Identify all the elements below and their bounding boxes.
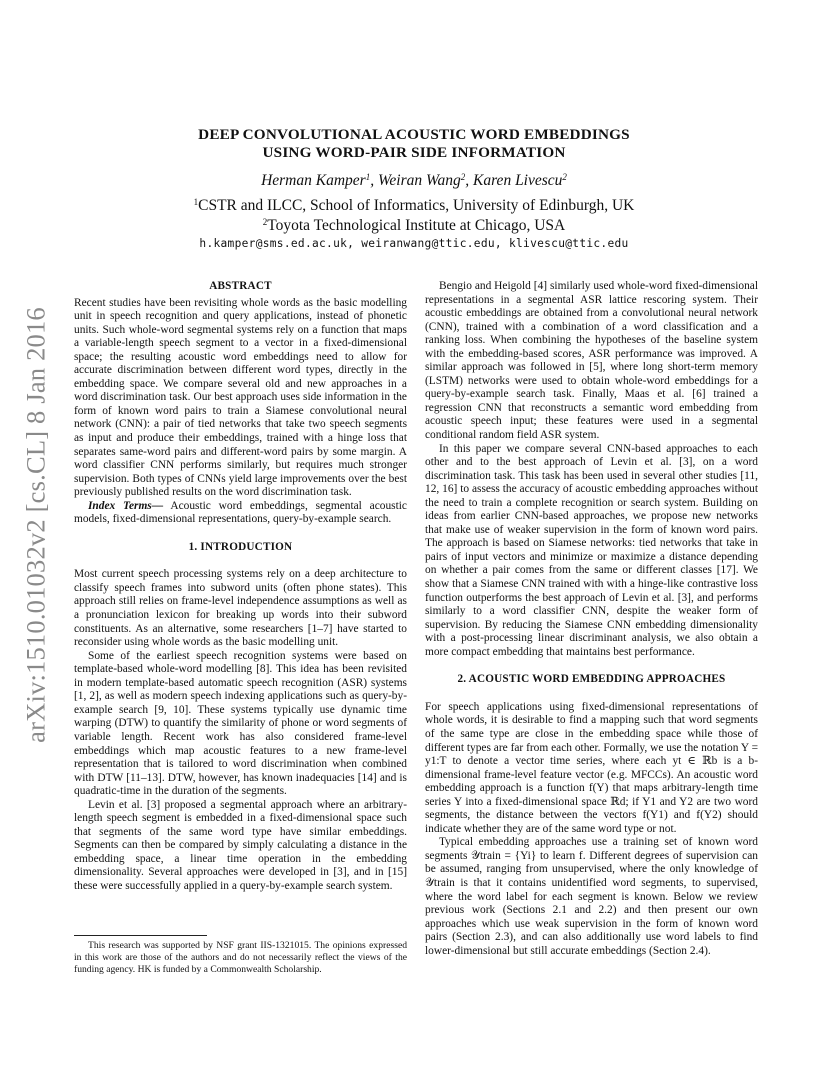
section2-paragraph-1: For speech applications using fixed-dimensional representations of whole words, it is desirable to find a mapping such that word segments of the same type are close in the embedding space while those of different types are far from each other. Formally, we use the notation Y = y1:T to denote a vector time series, where each yt ∈ ℝb is a b-dimensional frame-level feature vector (e.g. MFCCs). An acoustic word embedding approach is a function f(Y) that maps arbitrary-length time series Y into a fixed-dimensional space ℝd; if Y1 and Y2 are two word segments, the distance between the vectors f(Y1) and f(Y2) should indicate whether they are of the same word type or not. bbox=[425, 700, 758, 835]
author-affiliation-mark: 1 bbox=[365, 172, 371, 182]
author-name: Karen Livescu bbox=[473, 172, 563, 189]
abstract-heading: ABSTRACT bbox=[209, 280, 272, 292]
affiliation-mark: 1 bbox=[193, 197, 199, 207]
footnote: This research was supported by NSF grant IIS-1321015. The opinions expressed in this work are those of the authors and do not necessarily reflect the views of the funding agency. HK is funded by a Commonwealth Scholarship. bbox=[74, 940, 407, 975]
index-terms-label: Index Terms— bbox=[88, 499, 164, 512]
section-heading-introduction: 1. INTRODUCTION bbox=[188, 540, 293, 553]
arxiv-margin-stamp bbox=[14, 300, 58, 750]
footnote-rule bbox=[74, 935, 207, 936]
author-emails: h.kamper@sms.ed.ac.uk, weiranwang@ttic.edu, klivescu@ttic.edu bbox=[199, 237, 629, 250]
section-heading-approaches: 2. ACOUSTIC WORD EMBEDDING APPROACHES bbox=[457, 673, 726, 686]
index-terms bbox=[74, 500, 407, 527]
author-list bbox=[0, 172, 828, 190]
affiliation-mark: 2 bbox=[262, 217, 268, 227]
left-column bbox=[74, 280, 407, 894]
intro-paragraph-3: Levin et al. [3] proposed a segmental approach where an arbitrary-length speech segment is embedded in a fixed-dimensional space such that segments of the same word type have similar embeddings. Segments can then be compared by simply calculating a distance in the embedding space, a linear time operation in the embedding dimensionality. Several approaches were developed in [3], and in [15] these were successfully applied in a query-by-example search system. bbox=[74, 798, 407, 892]
arxiv-identifier: arXiv:1510.01032v2 [cs.CL] 8 Jan 2016 bbox=[20, 307, 51, 743]
author-name: Weiran Wang bbox=[377, 172, 461, 189]
intro-paragraph-4: Bengio and Heigold [4] similarly used whole-word fixed-dimensional representations in a segmental ASR lattice rescoring system. Their acoustic embeddings are obtained from a convolutional neural network (CNN), trained with a combination of a word classification and a ranking loss. When combining the hypotheses of the baseline system with the embedding-based scores, ASR performance was improved. A similar approach was followed in [5], where long short-term memory (LSTM) networks were used to obtain whole-word embeddings for a query-by-example search task. Finally, Maas et al. [6] trained a regression CNN that reconstructs a semantic word embedding from acoustic speech input; these features were used in a segmental conditional random field ASR system. bbox=[425, 280, 758, 442]
title-line-1: DEEP CONVOLUTIONAL ACOUSTIC WORD EMBEDDINGS bbox=[198, 126, 630, 143]
author-separator: , bbox=[465, 172, 474, 189]
section2-paragraph-2: Typical embedding approaches use a training set of known word segments 𝒴train = {Yi} to learn f. Different degrees of supervision can be assumed, ranging from unsupervised, where the only knowledge of 𝒴train is that it contains unidentified word segments, to supervised, where the word label for each segment is known. Below we review previous work (Sections 2.1 and 2.2) and then present our own approaches which use weak supervision in the form of known word pairs (Section 2.3), and can also additionally use word labels to find lower-dimensional but still accurate embeddings (Section 2.4). bbox=[425, 836, 758, 957]
author-separator: , bbox=[370, 172, 378, 189]
intro-paragraph-5: In this paper we compare several CNN-based approaches to each other and to the best approach of Levin et al. [3], on a word discrimination task. This task has been used in several other studies [11, 12, 16] to assess the accuracy of acoustic embedding approaches without the need to train a complete recognition or search system. Building on ideas from earlier CNN-based approaches, we propose new networks that make use of weaker supervision in the form of known word pairs. The approach is based on Siamese networks: tied networks that take in pairs of input vectors and minimize or maximize a distance depending on whether a pair comes from the same or different classes [17]. We show that a Siamese CNN trained with with a hinge-like contrastive loss function outperforms the best approach of Levin et al. [3], and performs similarly to a word classifier CNN, despite the weaker form of supervision. By reducing the Siamese CNN embedding dimensionality with a post-processing linear discriminant analysis, we also obtain a more compact embedding that maintains best performance. bbox=[425, 442, 758, 658]
affiliation-text: CSTR and ILCC, School of Informatics, University of Edinburgh, UK bbox=[198, 197, 635, 214]
author-name: Herman Kamper bbox=[261, 172, 366, 189]
affiliation-1 bbox=[0, 196, 828, 216]
author-affiliation-mark: 2 bbox=[562, 172, 567, 182]
paper-title bbox=[0, 126, 828, 162]
title-line-2: USING WORD-PAIR SIDE INFORMATION bbox=[262, 144, 566, 161]
affiliation-text: Toyota Technological Institute at Chicago, USA bbox=[267, 217, 566, 234]
author-affiliation-mark: 2 bbox=[460, 172, 466, 182]
affiliation-2 bbox=[0, 216, 828, 236]
index-terms-text: Acoustic word embeddings, segmental acoustic models, fixed-dimensional representations, query-by-example search. bbox=[74, 499, 407, 526]
abstract-text: Recent studies have been revisiting whole words as the basic modelling unit in speech recognition and query applications, instead of phonetic units. Such whole-word segmental systems rely on a function that maps a variable-length speech segment to a vector in a fixed-dimensional space; the resulting acoustic word embeddings need to allow for accurate discrimination between different word types, directly in the embedding space. We compare several old and new approaches in a word discrimination task. Our best approach uses side information in the form of known word pairs to train a Siamese convolutional neural network (CNN): a pair of tied networks that take two speech segments as input and produce their embeddings, trained with a hinge loss that separates same-word pairs and different-word pairs by some margin. A word classifier CNN performs similarly, but requires much stronger supervision. Both types of CNNs yield large improvements over the best previously published results on the word discrimination task. bbox=[74, 296, 407, 499]
intro-paragraph-2: Some of the earliest speech recognition systems were based on template-based whole-word modelling [8]. This idea has been revisited in modern template-based automatic speech recognition (ASR) systems [1, 2], as well as modern speech indexing applications such as query-by-example search [9, 10]. These systems typically use dynamic time warping (DTW) to quantify the similarity of phone or word segments of variable length. Recent work has also considered frame-level embeddings which map acoustic features to a new frame-level representation that is tailored to word discrimination when combined with DTW [11–13]. DTW, however, has known inadequacies [14] and is quadratic-time in the duration of the segments. bbox=[74, 649, 407, 798]
right-column bbox=[425, 280, 758, 958]
intro-paragraph-1: Most current speech processing systems rely on a deep architecture to classify speech frames into subword units (often phone states). This approach still relies on frame-level independence assumptions as well as a pronunciation lexicon for breaking up words into their subword constituents. As an alternative, some researchers [1–7] have started to reconsider using whole words as the basic modelling unit. bbox=[74, 568, 407, 649]
